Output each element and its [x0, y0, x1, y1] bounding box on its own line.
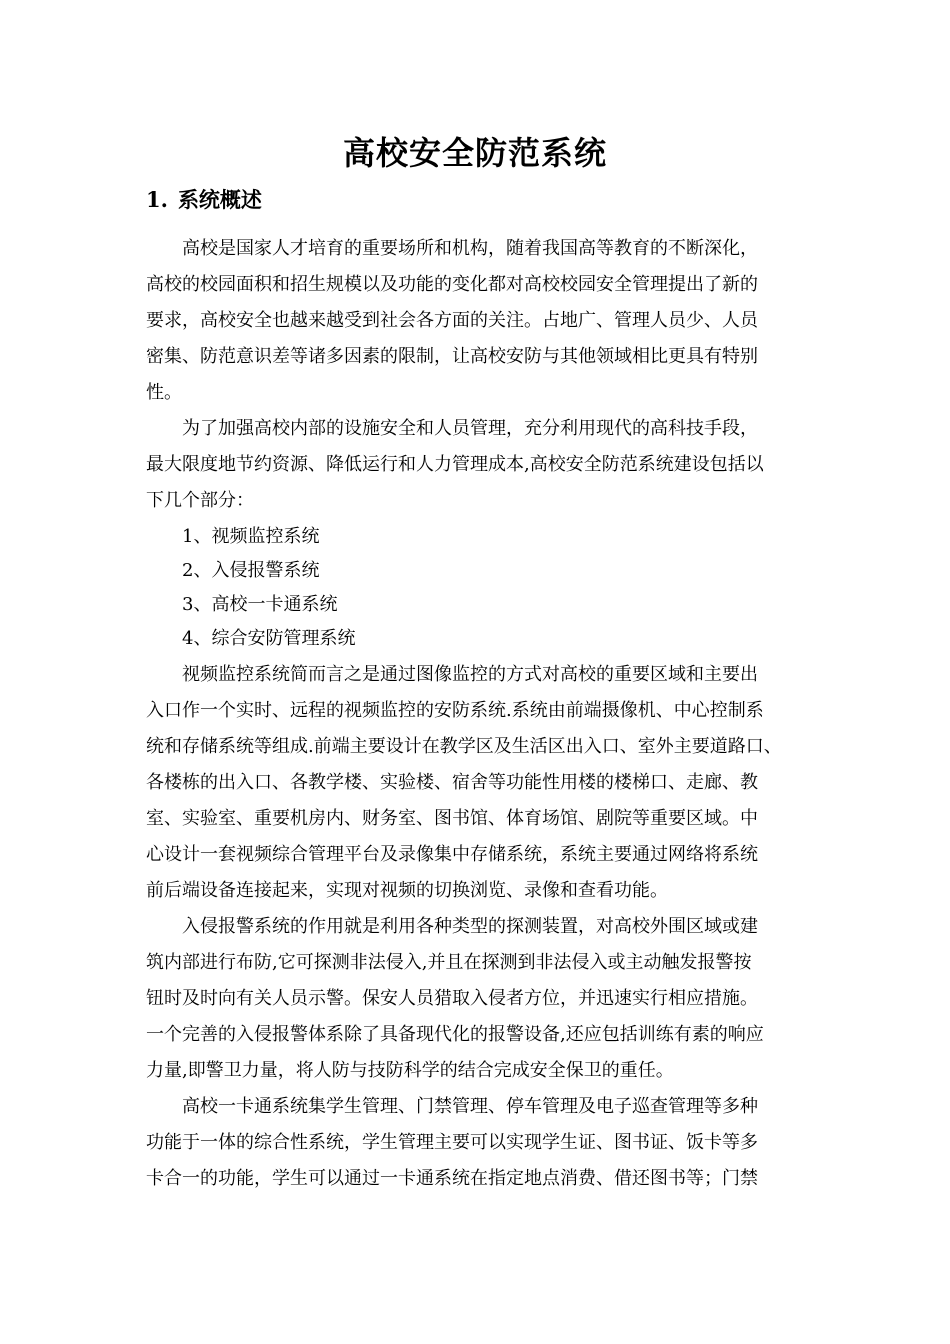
paragraph-line: 统和存储系统等组成.前端主要设计在教学区及生活区出入口、室外主要道路口、: [146, 736, 782, 757]
paragraph-line: 性。: [146, 382, 182, 403]
list-item: 2、入侵报警系统: [182, 560, 320, 581]
list-item: 1、视频监控系统: [182, 526, 320, 547]
paragraph-line: 视频监控系统简而言之是通过图像监控的方式对高校的重要区域和主要出: [182, 664, 758, 685]
paragraph-line: 高校一卡通系统集学生管理、门禁管理、停车管理及电子巡查管理等多种: [182, 1096, 758, 1117]
section-title: 系统概述: [177, 187, 262, 212]
list-item: 4、综合安防管理系统: [182, 628, 356, 649]
paragraph-line: 钮时及时向有关人员示警。保安人员猎取入侵者方位，并迅速实行相应措施。: [146, 988, 758, 1009]
paragraph-line: 为了加强高校内部的设施安全和人员管理，充分利用现代的高科技手段，: [182, 418, 758, 439]
paragraph-line: 各楼栋的出入口、各教学楼、实验楼、宿舍等功能性用楼的楼梯口、走廊、教: [146, 772, 758, 793]
document-title: 高校安全防范系统: [342, 134, 607, 172]
paragraph-line: 室、实验室、重要机房内、财务室、图书馆、体育场馆、剧院等重要区域。中: [146, 808, 758, 829]
list-item: 3、高校一卡通系统: [182, 594, 338, 615]
paragraph-line: 密集、防范意识差等诸多因素的限制，让高校安防与其他领域相比更具有特别: [146, 346, 758, 367]
paragraph-line: 最大限度地节约资源、降低运行和人力管理成本,高校安全防范系统建设包括以: [146, 454, 764, 475]
paragraph-line: 前后端设备连接起来，实现对视频的切换浏览、录像和查看功能。: [146, 880, 668, 901]
paragraph-line: 入口作一个实时、远程的视频监控的安防系统.系统由前端摄像机、中心控制系: [146, 700, 764, 721]
paragraph-line: 高校的校园面积和招生规模以及功能的变化都对高校校园安全管理提出了新的: [146, 274, 758, 295]
paragraph-line: 卡合一的功能，学生可以通过一卡通系统在指定地点消费、借还图书等；门禁: [146, 1168, 758, 1189]
paragraph-line: 入侵报警系统的作用就是利用各种类型的探测装置，对高校外围区域或建: [182, 916, 758, 937]
paragraph-line: 高校是国家人才培育的重要场所和机构，随着我国高等教育的不断深化，: [182, 238, 758, 259]
paragraph-line: 要求，高校安全也越来越受到社会各方面的关注。占地广、管理人员少、人员: [146, 310, 758, 331]
section-heading: [146, 184, 262, 214]
paragraph-line: 一个完善的入侵报警体系除了具备现代化的报警设备,还应包括训练有素的响应: [146, 1024, 764, 1045]
paragraph-line: 功能于一体的综合性系统，学生管理主要可以实现学生证、图书证、饭卡等多: [146, 1132, 758, 1153]
paragraph-line: 心设计一套视频综合管理平台及录像集中存储系统，系统主要通过网络将系统: [146, 844, 758, 865]
paragraph-line: 下几个部分：: [146, 490, 254, 511]
paragraph-line: 筑内部进行布防,它可探测非法侵入,并且在探测到非法侵入或主动触发报警按: [146, 952, 752, 973]
section-number: 1.: [146, 187, 168, 212]
paragraph-line: 力量,即警卫力量，将人防与技防科学的结合完成安全保卫的重任。: [146, 1060, 674, 1081]
